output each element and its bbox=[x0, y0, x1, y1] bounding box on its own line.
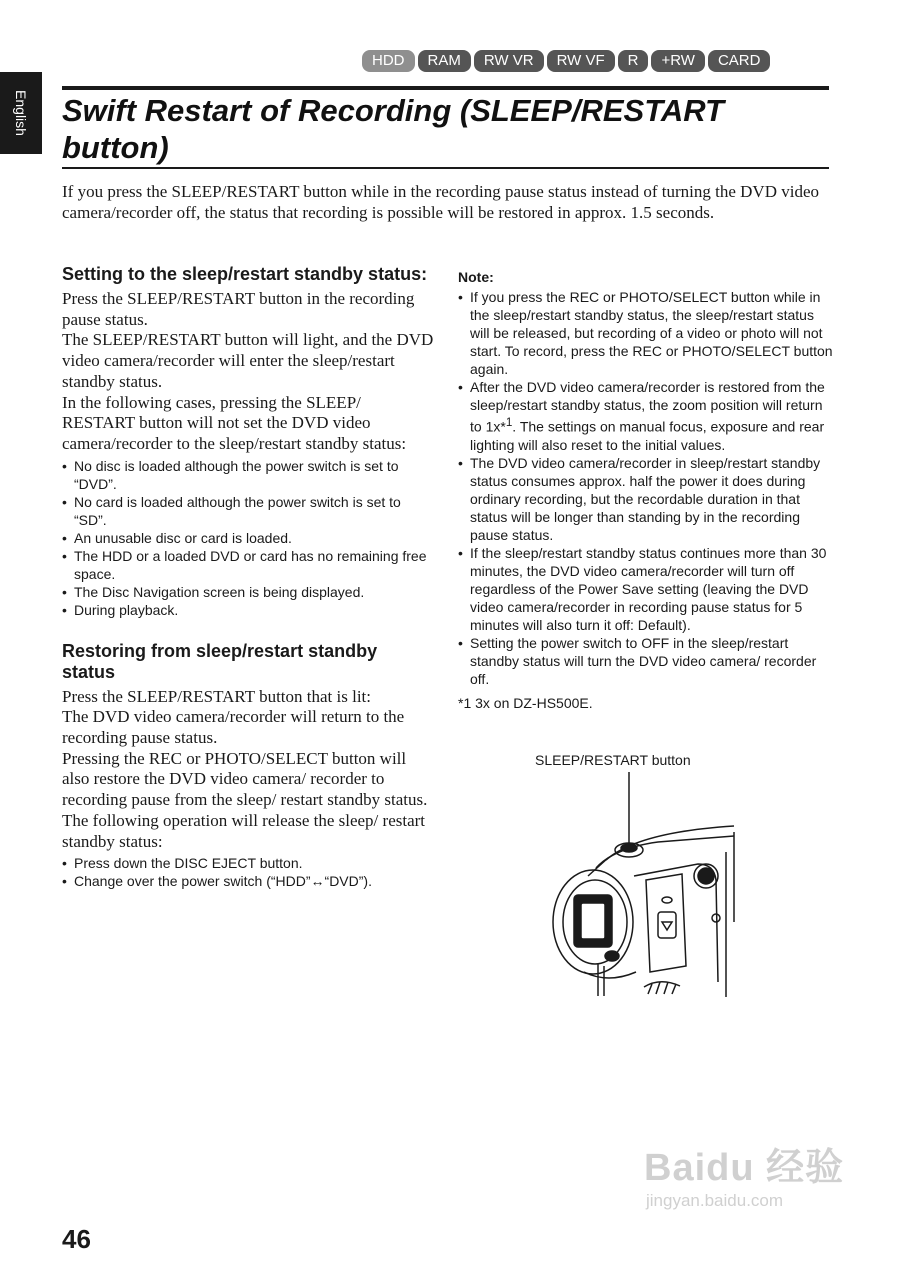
media-tab-rw-vf: RW VF bbox=[547, 50, 615, 72]
list-item: • During playback. bbox=[62, 601, 434, 619]
footnote-ref: 1 bbox=[505, 416, 513, 429]
paragraph: The DVD video camera/recorder will return to the recording pause status. bbox=[62, 707, 405, 748]
paragraph: Pressing the REC or PHOTO/SELECT button will also restore the DVD video camera/ recorder to recording pause from the sleep/ restart standby status. bbox=[62, 748, 428, 810]
paragraph: In the following cases, pressing the SLEEP/ RESTART button will not set the DVD video camera/recorder to the sleep/restart standby status: bbox=[62, 392, 407, 453]
media-tab-r: R bbox=[618, 50, 649, 72]
list-item: • An unusable disc or card is loaded. bbox=[62, 529, 434, 547]
media-tab-hdd: HDD bbox=[362, 50, 415, 72]
list-item: • The HDD or a loaded DVD or card has no remaining free space. bbox=[62, 547, 434, 583]
footnote: *1 3x on DZ-HS500E. bbox=[458, 694, 593, 711]
note-list bbox=[458, 288, 833, 688]
title-rule-bottom bbox=[62, 167, 829, 169]
paragraph: Press the SLEEP/RESTART button that is lit: bbox=[62, 686, 371, 706]
list-item: • No card is loaded although the power switch is set to “SD”. bbox=[62, 493, 434, 529]
list-item: • Change over the power switch (“HDD”↔“DVD”). bbox=[62, 872, 434, 890]
media-tab-ram: RAM bbox=[418, 50, 471, 72]
figure-label: SLEEP/RESTART button bbox=[535, 752, 691, 768]
intro-paragraph: If you press the SLEEP/RESTART button while in the recording pause status instead of turning the DVD video camera/recorder off, the status that recording is possible will be restored in approx. 1.5 seconds. bbox=[62, 182, 819, 222]
exceptions-list bbox=[62, 457, 434, 619]
media-type-tabs bbox=[362, 50, 770, 72]
title-rule-top bbox=[62, 86, 829, 90]
watermark-url: jingyan.baidu.com bbox=[646, 1191, 784, 1210]
media-tab-plus-rw: +RW bbox=[651, 50, 704, 72]
list-item: • If the sleep/restart standby status continues more than 30 minutes, the DVD video camera/recorder will turn off regardless of the Power Save setting (leaving the DVD video camera/recorder in recording pause status for 5 minutes will also turn it off: Default). bbox=[458, 544, 833, 634]
list-item: • Setting the power switch to OFF in the sleep/restart standby status will turn the DVD video camera/ recorder off. bbox=[458, 634, 833, 688]
section-heading-sleep-standby: Setting to the sleep/restart standby status: bbox=[62, 264, 428, 284]
list-item: • After the DVD video camera/recorder is restored from the sleep/restart standby status, the zoom position will return to 1x*$^1$. The settings on manual focus, exposure and rear lighting will also reset to the initial values. bbox=[458, 378, 833, 454]
list-item: • Press down the DISC EJECT button. bbox=[62, 854, 434, 872]
note-heading: Note: bbox=[458, 269, 494, 285]
list-item: • No disc is loaded although the power switch is set to “DVD”. bbox=[62, 457, 434, 493]
watermark-logo: Baidu 经验 bbox=[644, 1147, 845, 1189]
list-item: • The DVD video camera/recorder in sleep/restart standby status consumes approx. half the power it does during ordinary recording, but the recordable duration in that status will be longer than standing by in the recording pause status. bbox=[458, 454, 833, 544]
note-column bbox=[458, 268, 833, 712]
language-tab bbox=[0, 72, 42, 154]
paragraph: The SLEEP/RESTART button will light, and the DVD video camera/recorder will enter the sleep/restart standby status. bbox=[62, 330, 434, 391]
watermark bbox=[644, 1146, 844, 1212]
page-number: 46 bbox=[62, 1224, 91, 1254]
paragraph: Press the SLEEP/RESTART button in the recording pause status. bbox=[62, 289, 415, 329]
media-tab-card: CARD bbox=[708, 50, 771, 72]
release-list bbox=[62, 854, 434, 890]
paragraph: The following operation will release the sleep/ restart standby status: bbox=[62, 810, 426, 851]
left-column bbox=[62, 264, 434, 890]
language-label: English bbox=[13, 90, 29, 136]
list-item: • If you press the REC or PHOTO/SELECT button while in the sleep/restart standby status, the sleep/restart status will be released, but recording of a video or photo will not start. To record, press the REC or PHOTO/SELECT button again. bbox=[458, 288, 833, 378]
page-title: Swift Restart of Recording (SLEEP/RESTART button) bbox=[62, 93, 724, 165]
camcorder-illustration bbox=[548, 772, 740, 1000]
list-item: • The Disc Navigation screen is being displayed. bbox=[62, 583, 434, 601]
section-heading-restoring: Restoring from sleep/restart standby status bbox=[62, 640, 378, 682]
media-tab-rw-vr: RW VR bbox=[474, 50, 544, 72]
